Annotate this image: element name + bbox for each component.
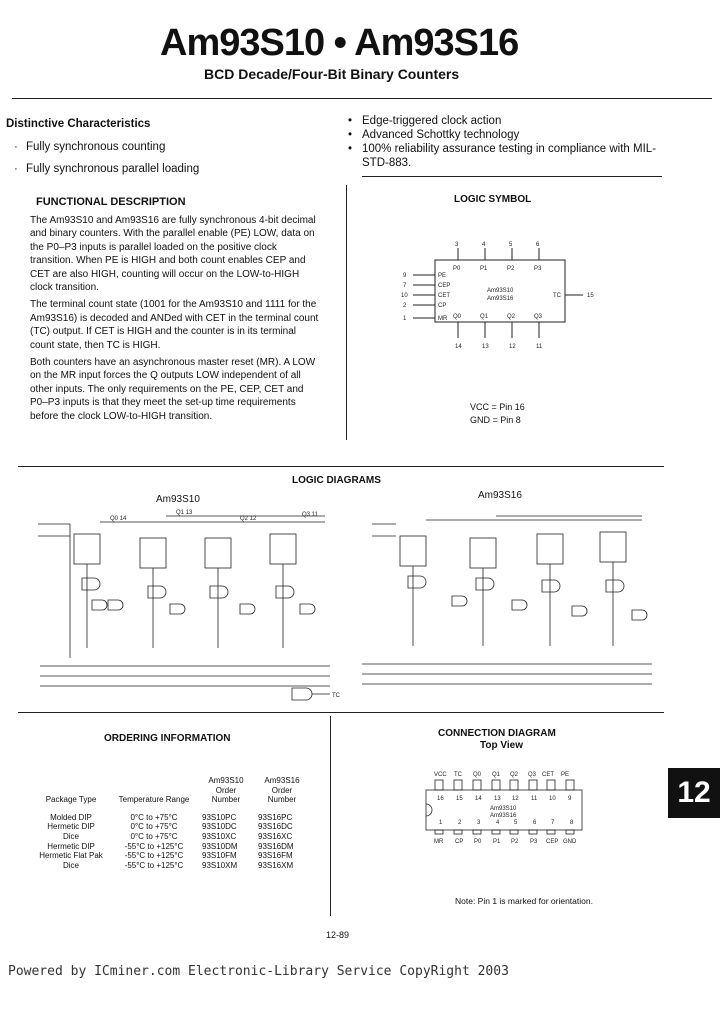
am93s10-logic-diagram bbox=[30, 508, 350, 708]
cell: 93S16DM bbox=[258, 841, 294, 851]
pin-number-top: 10 bbox=[549, 796, 556, 802]
functional-section bbox=[30, 196, 320, 423]
functional-paragraph-1: The Am93S10 and Am93S16 are fully synchronous 4-bit decimal and binary counters. With the parallel enable (PE) LOW, data on the P0–P3 inputs is parallel loaded on the positive clock transition. When PE is HIGH and both count enables CEP and CET are also HIGH, counting will occur on the LOW-to-HIGH clock transition. bbox=[30, 215, 316, 294]
q-output-label: Q1 13 bbox=[176, 510, 193, 516]
pin-number-top: 9 bbox=[568, 796, 572, 802]
pin-number-bottom: 8 bbox=[570, 820, 574, 826]
pin-label-bottom: MR bbox=[434, 839, 444, 845]
ordering-heading: ORDERING INFORMATION bbox=[104, 733, 231, 744]
list-item: • Advanced Schottky technology bbox=[346, 128, 676, 142]
am93s16-logic-diagram bbox=[352, 506, 662, 706]
top-pin-number: 6 bbox=[536, 242, 540, 248]
functional-paragraph-2: The terminal count state (1001 for the Am93S10 and 1111 for the Am93S16) is decoded and ANDed with CET in the terminal count (TC) output. If CET is HIGH and the counter is in its terminal count state, then TC is HIGH. bbox=[30, 299, 319, 351]
pin-number-top: 11 bbox=[531, 796, 538, 802]
pin-label-top: CET bbox=[542, 772, 554, 778]
left-pin-label: CET bbox=[438, 293, 450, 299]
pin-label-top: TC bbox=[454, 772, 462, 778]
section-tab: 12 bbox=[668, 768, 720, 818]
q-output-label: Q2 12 bbox=[240, 516, 257, 522]
pin-number-bottom: 1 bbox=[439, 820, 443, 826]
section-rule bbox=[18, 712, 664, 713]
cell: 93S10PC bbox=[202, 812, 237, 822]
characteristics-right-list bbox=[346, 114, 676, 170]
pin-label-bottom: P3 bbox=[530, 839, 538, 845]
chip-name: Am93S10 bbox=[490, 806, 517, 812]
pin-label-top: VCC bbox=[434, 772, 447, 778]
cell: 93S10DC bbox=[202, 822, 237, 832]
top-pin-label: P2 bbox=[507, 266, 515, 272]
cell: Hermetic DIP bbox=[47, 822, 95, 832]
pin-number-bottom: 6 bbox=[533, 820, 537, 826]
q-output-label: Q3 11 bbox=[302, 512, 318, 518]
pin-label-bottom: P2 bbox=[511, 839, 519, 845]
pin-label-bottom: P1 bbox=[493, 839, 501, 845]
bottom-pin-number: 14 bbox=[455, 344, 462, 350]
left-pin-label: MR bbox=[438, 316, 448, 322]
connection-subheading: Top View bbox=[480, 740, 523, 751]
table-row bbox=[32, 842, 310, 852]
cell: -55°C to +125°C bbox=[124, 841, 184, 851]
am93s10-diagram-title: Am93S10 bbox=[156, 494, 200, 505]
table-row bbox=[32, 813, 310, 823]
ordering-table bbox=[32, 776, 310, 870]
cell: 93S16XC bbox=[258, 831, 293, 841]
table-row bbox=[32, 822, 310, 832]
bottom-pin-label: Q0 bbox=[453, 314, 462, 320]
pin-number-bottom: 7 bbox=[551, 820, 555, 826]
left-pin-number: 2 bbox=[403, 303, 407, 309]
left-pin-label: CP bbox=[438, 303, 447, 309]
top-pin-number: 4 bbox=[482, 242, 486, 248]
functional-heading: FUNCTIONAL DESCRIPTION bbox=[36, 196, 186, 208]
left-pin-label: CEP bbox=[438, 283, 451, 289]
am93s16-diagram-title: Am93S16 bbox=[478, 490, 522, 501]
pin-number-bottom: 3 bbox=[477, 820, 481, 826]
pin-label-top: Q3 bbox=[528, 772, 537, 778]
chip-name: Am93S16 bbox=[487, 296, 514, 302]
cell: 93S10XM bbox=[202, 860, 238, 870]
pin-label-top: PE bbox=[561, 772, 570, 778]
cell: 93S10XC bbox=[202, 831, 237, 841]
vertical-divider bbox=[346, 185, 347, 440]
left-pin-number: 9 bbox=[403, 273, 407, 279]
right-pin-label: TC bbox=[553, 293, 561, 299]
bottom-pin-label: Q2 bbox=[507, 314, 516, 320]
characteristics-left-list bbox=[14, 136, 314, 180]
page-number: 12-89 bbox=[326, 930, 350, 940]
column-header: Package Type bbox=[45, 795, 97, 805]
cell: -55°C to +125°C bbox=[124, 851, 184, 861]
pin-label-bottom: CEP bbox=[546, 839, 559, 845]
cell: Hermetic Flat Pak bbox=[39, 851, 103, 861]
top-pin-number: 5 bbox=[509, 242, 513, 248]
list-item: • 100% reliability assurance testing in compliance with MIL-STD-883. bbox=[346, 142, 676, 170]
bottom-pin-label: Q3 bbox=[534, 314, 543, 320]
cell: 93S10DM bbox=[202, 841, 238, 851]
list-item: · Fully synchronous parallel loading bbox=[14, 158, 314, 180]
page-title: Am93S10 • Am93S16 bbox=[160, 22, 519, 64]
footer-text: Powered by ICminer.com Electronic-Library Service CopyRight 2003 bbox=[8, 964, 509, 979]
list-item: • Edge-triggered clock action bbox=[346, 114, 676, 128]
cell: Dice bbox=[62, 831, 79, 841]
cell: Molded DIP bbox=[50, 812, 92, 822]
connection-note: Note: Pin 1 is marked for orientation. bbox=[455, 896, 593, 906]
section-rule bbox=[362, 176, 662, 177]
pin-label-bottom: GND bbox=[563, 839, 577, 845]
pin-number-top: 14 bbox=[475, 796, 482, 802]
bottom-pin-label: Q1 bbox=[480, 314, 489, 320]
pin-number-bottom: 2 bbox=[458, 820, 462, 826]
section-rule bbox=[18, 466, 664, 467]
pin-label-bottom: P0 bbox=[474, 839, 482, 845]
column-header: Am93S10 Order Number bbox=[208, 776, 244, 805]
left-pin-label: PE bbox=[438, 273, 447, 279]
column-header: Am93S16 Order Number bbox=[264, 776, 300, 805]
cell: 93S10FM bbox=[202, 851, 237, 861]
vertical-divider bbox=[330, 716, 331, 916]
pin-number-top: 13 bbox=[494, 796, 501, 802]
pin-number-top: 15 bbox=[456, 796, 463, 802]
cell: 93S16FM bbox=[258, 851, 293, 861]
top-pin-label: P0 bbox=[453, 266, 461, 272]
top-pin-label: P1 bbox=[480, 266, 488, 272]
header-rule bbox=[12, 98, 712, 99]
characteristics-heading: Distinctive Characteristics bbox=[6, 118, 151, 130]
left-pin-number: 7 bbox=[403, 283, 407, 289]
left-pin-number: 10 bbox=[401, 293, 408, 299]
gnd-note: GND = Pin 8 bbox=[470, 415, 521, 425]
cell: 0°C to +75°C bbox=[130, 822, 178, 832]
table-header-row bbox=[32, 776, 310, 805]
chip-name: Am93S16 bbox=[490, 813, 517, 819]
vcc-note: VCC = Pin 16 bbox=[470, 402, 525, 412]
bottom-pin-number: 11 bbox=[536, 344, 543, 350]
column-header: Temperature Range bbox=[118, 795, 190, 805]
table-row bbox=[32, 861, 310, 871]
pin-label-bottom: CP bbox=[455, 839, 464, 845]
tc-output-label: TC bbox=[332, 693, 340, 699]
bottom-pin-number: 13 bbox=[482, 344, 489, 350]
pin-number-bottom: 5 bbox=[514, 820, 518, 826]
left-pin-number: 1 bbox=[403, 316, 407, 322]
functional-paragraph-3: Both counters have an asynchronous master reset (MR). A LOW on the MR input forces the Q outputs LOW independent of all other inputs. The only requirements on the PE, CEP, CET and P0–P3 inputs is that they meet the set-up time requirements before the clock LOW-to-HIGH transition. bbox=[30, 357, 316, 422]
pin-number-bottom: 4 bbox=[496, 820, 500, 826]
top-pin-number: 3 bbox=[455, 242, 459, 248]
pin-label-top: Q2 bbox=[510, 772, 519, 778]
table-row bbox=[32, 851, 310, 861]
cell: 93S16DC bbox=[258, 822, 293, 832]
cell: Dice bbox=[62, 860, 79, 870]
connection-diagram bbox=[418, 766, 598, 846]
pin-label-top: Q0 bbox=[473, 772, 482, 778]
connection-heading: CONNECTION DIAGRAM bbox=[438, 728, 556, 739]
right-pin-number: 15 bbox=[587, 293, 594, 299]
chip-name: Am93S10 bbox=[487, 288, 514, 294]
q-output-label: Q0 14 bbox=[110, 516, 127, 522]
cell: 93S16XM bbox=[258, 860, 294, 870]
logic-symbol bbox=[395, 238, 615, 358]
table-row bbox=[32, 832, 310, 842]
pin-number-top: 16 bbox=[437, 796, 444, 802]
top-pin-label: P3 bbox=[534, 266, 542, 272]
cell: 93S16PC bbox=[258, 812, 293, 822]
list-item: · Fully synchronous counting bbox=[14, 136, 314, 158]
cell: 0°C to +75°C bbox=[130, 812, 178, 822]
cell: Hermetic DIP bbox=[47, 841, 95, 851]
page-subtitle: BCD Decade/Four-Bit Binary Counters bbox=[204, 66, 460, 82]
pin-number-top: 12 bbox=[512, 796, 519, 802]
logic-symbol-heading: LOGIC SYMBOL bbox=[454, 194, 532, 205]
bottom-pin-number: 12 bbox=[509, 344, 516, 350]
cell: 0°C to +75°C bbox=[130, 831, 178, 841]
cell: -55°C to +125°C bbox=[124, 860, 184, 870]
pin-label-top: Q1 bbox=[492, 772, 501, 778]
logic-diagrams-heading: LOGIC DIAGRAMS bbox=[292, 475, 381, 486]
